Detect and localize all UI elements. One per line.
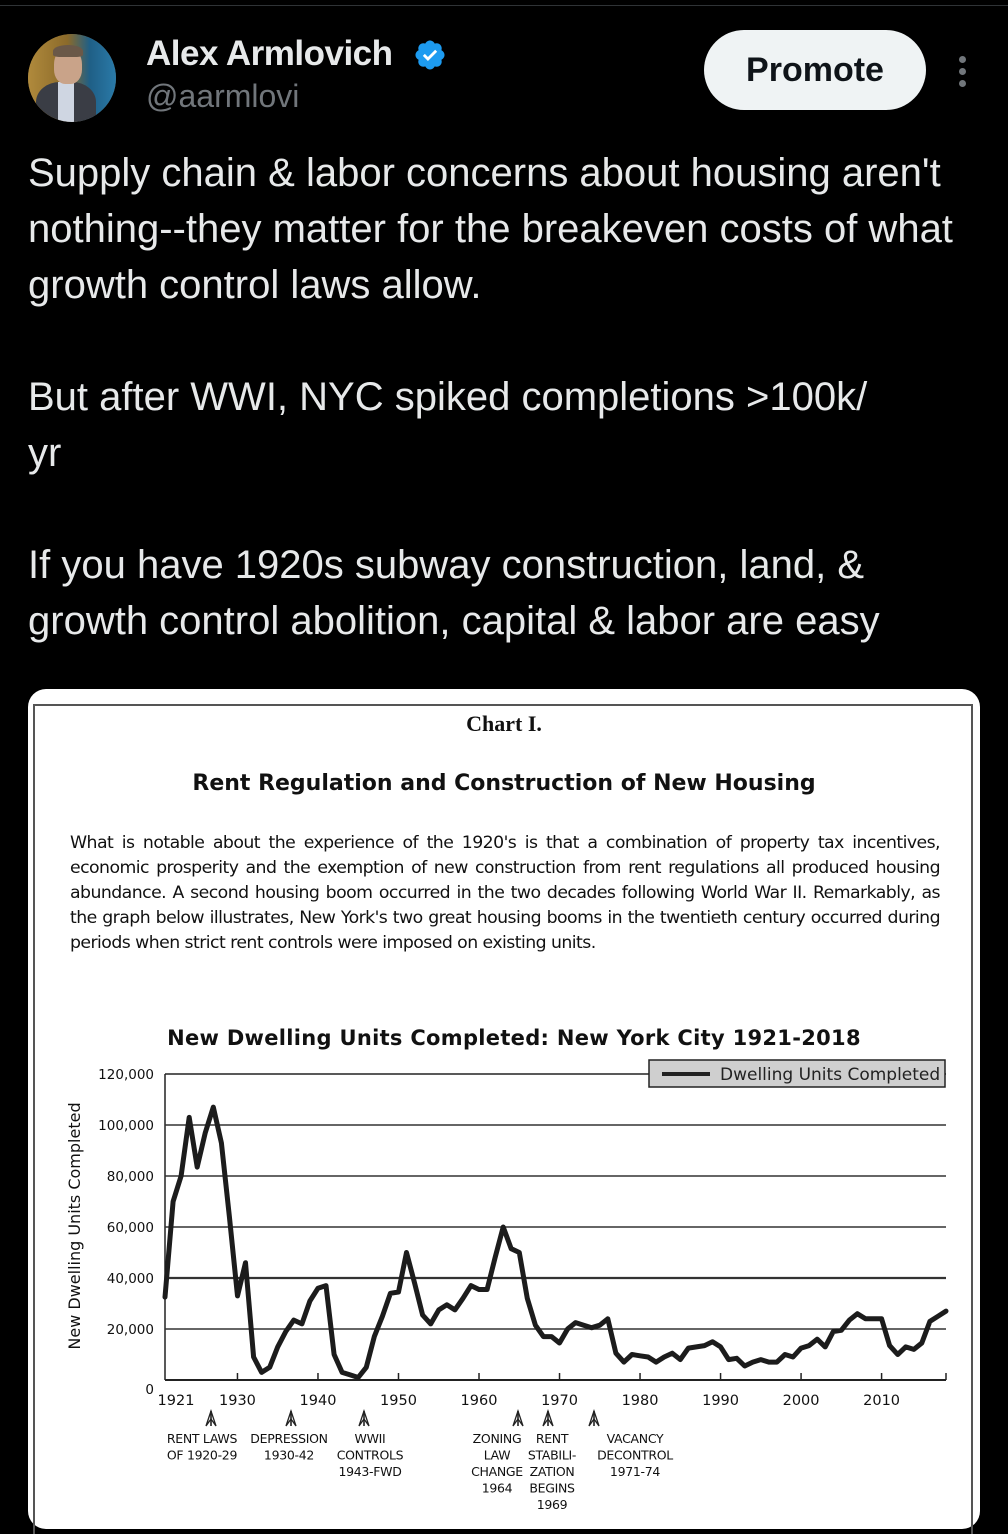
x-tick-label: 1930 [219, 1393, 256, 1409]
line-chart [28, 689, 980, 1515]
x-tick-label: 1970 [541, 1393, 578, 1409]
more-dot [959, 56, 966, 63]
x-tick-label: 1990 [702, 1393, 739, 1409]
y-tick-label: 0 [145, 1382, 154, 1398]
x-tick-label: 1980 [622, 1393, 659, 1409]
avatar-shirt [58, 82, 74, 122]
author-name[interactable]: Alex Armlovich [146, 34, 393, 74]
y-axis-label: New Dwelling Units Completed [65, 1102, 84, 1349]
chart-paragraph: What is notable about the experience of the 1920's is that a combination of property tax incentives, economic prosperity and the exemption of new construction from rent regulations all produced housing abundance. A second housing boom occurred in the two decades following World War II. Remarkably, as the graph below illustrates, New York's two great housing booms in the twentieth century occurred during periods when strict rent controls were imposed on existing units. [70, 831, 940, 956]
legend [649, 1060, 945, 1087]
promote-button[interactable]: Promote [704, 30, 926, 110]
y-tick-label: 60,000 [107, 1220, 154, 1236]
y-tick-label: 80,000 [107, 1169, 154, 1185]
annotation-label: ZATION [530, 1464, 575, 1479]
chart-heading: Rent Regulation and Construction of New Housing [28, 771, 980, 796]
avatar[interactable] [28, 34, 116, 122]
annotation-label: RENT [536, 1431, 569, 1446]
annotation-label: RENT LAWS [167, 1431, 238, 1446]
annotation [589, 1411, 673, 1479]
verified-badge-icon [413, 38, 447, 72]
avatar-hair [53, 45, 83, 57]
series-line-dwelling-units [165, 1107, 946, 1377]
y-tick-label: 40,000 [107, 1271, 154, 1287]
y-tick-label: 100,000 [98, 1118, 154, 1134]
annotation-label: 1964 [482, 1481, 513, 1496]
annotation-label: CONTROLS [337, 1448, 404, 1463]
tweet-image-card[interactable] [28, 689, 980, 1529]
y-tick-label: 120,000 [98, 1067, 154, 1083]
tweet-text: Supply chain & labor concerns about housing aren't nothing--they matter for the breakeven costs of what growth control laws allow. But after WWI, NYC spiked completions >100k/ yr If you have 1920s subway construction, land, & growth control abolition, capital & labor are easy [28, 145, 993, 649]
annotation-label: DECONTROL [597, 1448, 673, 1463]
chart-title: New Dwelling Units Completed: New York City 1921-2018 [167, 1026, 861, 1050]
x-tick-label: 1950 [380, 1393, 417, 1409]
more-dot [959, 68, 966, 75]
x-tick-label: 2000 [783, 1393, 820, 1409]
annotation-label: 1943-FWD [338, 1464, 401, 1479]
annotation-label: BEGINS [529, 1481, 575, 1496]
author-handle[interactable]: @aarmlovi [146, 78, 299, 115]
annotation-label: OF 1920-29 [167, 1448, 238, 1463]
x-tick-label: 1960 [461, 1393, 498, 1409]
annotation-label: ZONING [473, 1431, 522, 1446]
annotation-label: VACANCY [607, 1431, 664, 1446]
x-tick-label: 1940 [300, 1393, 337, 1409]
more-vertical-icon[interactable] [952, 54, 974, 88]
x-tick-label: 2010 [863, 1393, 900, 1409]
x-tick-label: 1921 [158, 1393, 195, 1409]
annotation-label: 1930-42 [264, 1448, 314, 1463]
top-divider [0, 5, 1008, 6]
y-tick-label: 20,000 [107, 1322, 154, 1338]
annotation [250, 1411, 327, 1463]
annotation-label: WWII [355, 1431, 386, 1446]
annotation [337, 1411, 404, 1479]
annotation-label: 1969 [537, 1497, 568, 1512]
legend-label: Dwelling Units Completed [720, 1065, 940, 1085]
annotation-label: STABILI- [528, 1448, 576, 1463]
annotation-label: LAW [484, 1448, 511, 1463]
annotation-label: CHANGE [471, 1464, 523, 1479]
more-dot [959, 80, 966, 87]
annotation [471, 1411, 523, 1496]
annotation-label: 1971-74 [610, 1464, 660, 1479]
annotation-label: DEPRESSION [250, 1431, 327, 1446]
chart-label: Chart I. [28, 711, 980, 737]
annotation [528, 1411, 576, 1512]
annotation [167, 1411, 238, 1463]
